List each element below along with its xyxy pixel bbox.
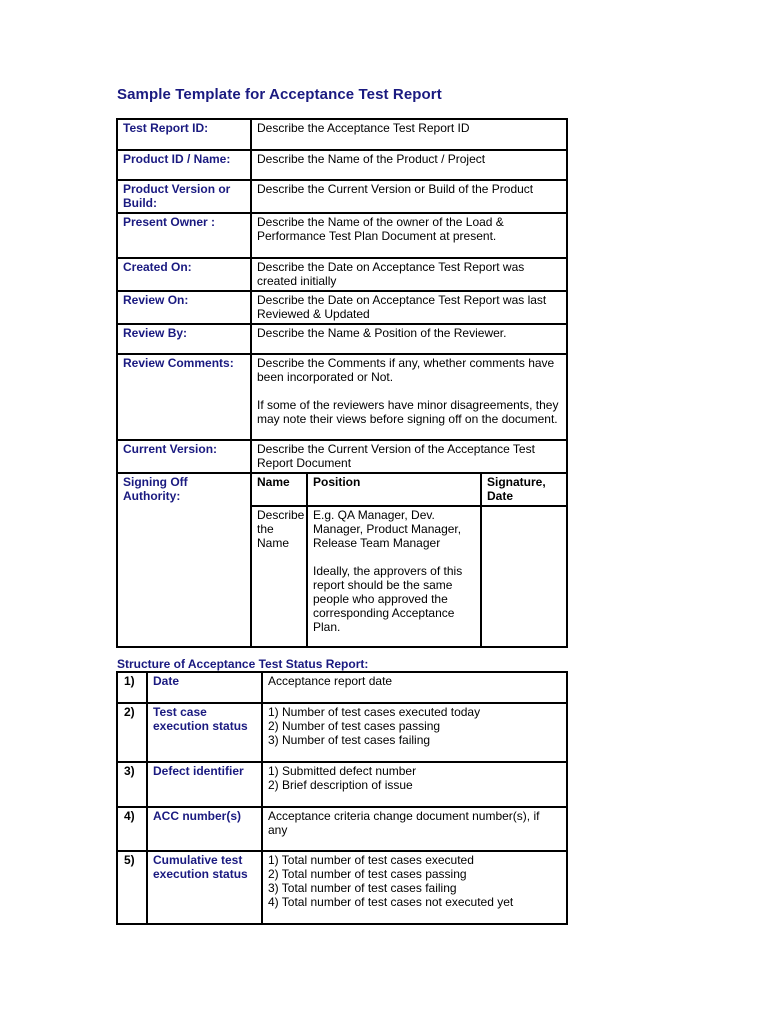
signing-position-examples: E.g. QA Manager, Dev. Manager, Product Manager, Release Team Manager xyxy=(313,508,462,550)
status-line: 2) Number of test cases passing xyxy=(268,719,441,733)
table-row xyxy=(117,851,567,924)
signing-name-value: Describe the Name xyxy=(251,506,307,647)
table-row xyxy=(117,150,567,180)
field-value-review-comments xyxy=(251,354,567,440)
signing-signature-value xyxy=(481,506,567,647)
signing-header-name: Name xyxy=(251,473,307,506)
field-value-present-owner: Describe the Name of the owner of the Load & Performance Test Plan Document at present. xyxy=(251,213,567,258)
status-row-label: Defect identifier xyxy=(147,762,262,807)
table-row xyxy=(117,807,567,851)
field-value-test-report-id: Describe the Acceptance Test Report ID xyxy=(251,119,567,150)
field-value-created-on: Describe the Date on Acceptance Test Report was created initially xyxy=(251,258,567,291)
table-row xyxy=(117,119,567,150)
review-comments-text: Describe the Comments if any, whether comments have been incorporated or Not. xyxy=(257,356,555,384)
signing-position-value xyxy=(307,506,481,647)
signing-position-note: Ideally, the approvers of this report should be the same people who approved the corresponding Acceptance Plan. xyxy=(313,564,463,634)
field-label-test-report-id: Test Report ID: xyxy=(117,119,251,150)
status-row-description xyxy=(262,703,567,762)
field-label-signing-off: Signing Off Authority: xyxy=(117,473,251,647)
status-row-label: ACC number(s) xyxy=(147,807,262,851)
status-row-description xyxy=(262,807,567,851)
status-row-description xyxy=(262,672,567,703)
status-line: 1) Submitted defect number xyxy=(268,764,417,778)
status-line: 2) Brief description of issue xyxy=(268,778,413,792)
status-line: 3) Total number of test cases failing xyxy=(268,881,457,895)
status-row-description xyxy=(262,762,567,807)
table-row xyxy=(117,213,567,258)
table-row xyxy=(117,258,567,291)
status-row-number: 3) xyxy=(117,762,147,807)
field-label-review-on: Review On: xyxy=(117,291,251,324)
status-row-number: 5) xyxy=(117,851,147,924)
table-row xyxy=(117,291,567,324)
signing-header-signature: Signature, Date xyxy=(481,473,567,506)
table-row xyxy=(117,180,567,213)
field-value-review-by: Describe the Name & Position of the Reviewer. xyxy=(251,324,567,354)
table-row xyxy=(117,473,567,506)
signing-header-position: Position xyxy=(307,473,481,506)
status-line: 3) Number of test cases failing xyxy=(268,733,431,747)
field-value-current-version: Describe the Current Version of the Acceptance Test Report Document xyxy=(251,440,567,473)
table-row xyxy=(117,672,567,703)
status-line: 1) Total number of test cases executed xyxy=(268,853,474,867)
field-label-review-comments: Review Comments: xyxy=(117,354,251,440)
table-row xyxy=(117,762,567,807)
status-row-number: 4) xyxy=(117,807,147,851)
status-line: Acceptance criteria change document number(s), if any xyxy=(268,809,540,837)
status-row-number: 1) xyxy=(117,672,147,703)
status-line: 2) Total number of test cases passing xyxy=(268,867,467,881)
table-row xyxy=(117,440,567,473)
table-row xyxy=(117,354,567,440)
field-value-review-on: Describe the Date on Acceptance Test Report was last Reviewed & Updated xyxy=(251,291,567,324)
field-label-review-by: Review By: xyxy=(117,324,251,354)
page-title: Sample Template for Acceptance Test Report xyxy=(117,86,442,103)
status-row-label: Date xyxy=(147,672,262,703)
field-value-product-version: Describe the Current Version or Build of the Product xyxy=(251,180,567,213)
status-section-heading: Structure of Acceptance Test Status Report: xyxy=(117,657,369,671)
status-structure-table xyxy=(116,671,568,925)
status-row-label: Cumulative test execution status xyxy=(147,851,262,924)
field-label-present-owner: Present Owner : xyxy=(117,213,251,258)
field-label-current-version: Current Version: xyxy=(117,440,251,473)
table-row xyxy=(117,703,567,762)
status-row-label: Test case execution status xyxy=(147,703,262,762)
review-comments-note: If some of the reviewers have minor disagreements, they may note their views before signing off on the document. xyxy=(257,398,559,426)
field-label-created-on: Created On: xyxy=(117,258,251,291)
table-row xyxy=(117,324,567,354)
status-row-number: 2) xyxy=(117,703,147,762)
status-row-description xyxy=(262,851,567,924)
report-template-table xyxy=(116,118,568,648)
status-line: 1) Number of test cases executed today xyxy=(268,705,481,719)
status-line: 4) Total number of test cases not executed yet xyxy=(268,895,514,909)
field-label-product-version: Product Version or Build: xyxy=(117,180,251,213)
status-line: Acceptance report date xyxy=(268,674,393,688)
field-value-product-id: Describe the Name of the Product / Project xyxy=(251,150,567,180)
field-label-product-id: Product ID / Name: xyxy=(117,150,251,180)
